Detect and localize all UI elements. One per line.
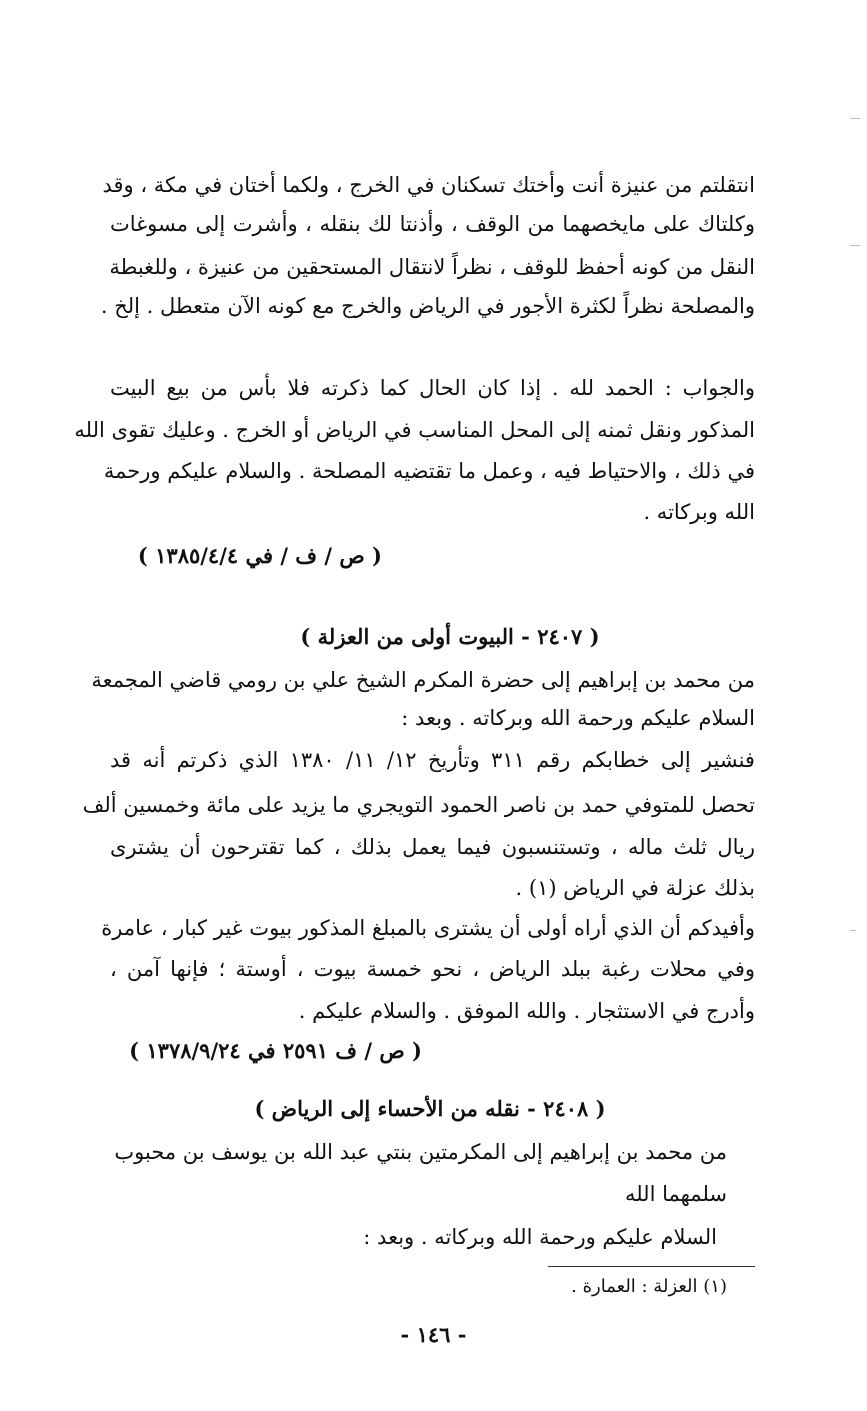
- text-line: في ذلك ، والاحتياط فيه ، وعمل ما تقتضيه المصلحة . والسلام عليكم ورحمة: [103, 459, 755, 483]
- scan-mark: [850, 118, 860, 119]
- text-line: السلام عليكم ورحمة الله وبركاته . وبعد :: [363, 1225, 717, 1249]
- text-line: تحصل للمتوفي حمد بن ناصر الحمود التويجري ما يزيد على مائة وخمسين ألف: [82, 793, 755, 817]
- text-line: سلمهما الله: [624, 1182, 727, 1206]
- text-line: والجواب : الحمد لله . إذا كان الحال كما ذكرته فلا بأس من بيع البيت: [110, 376, 755, 400]
- text-line: وأدرج في الاستثجار . والله الموفق . والسلام عليكم .: [298, 999, 755, 1023]
- text-line: وفي محلات رغبة ببلد الرياض ، نحو خمسة بيوت ، أوستة ؛ فإنها آمن ،: [110, 957, 755, 981]
- text-line: وكلتاك على مايخصهما من الوقف ، وأذنتا لك بنقله ، وأشرت إلى مسوغات: [110, 212, 755, 236]
- reference-note: ( ص / ف / في ١٣٨٥/٤/٤ ): [137, 543, 382, 568]
- reference-note: ( ص / ف ٢٥٩١ في ١٣٧٨/٩/٢٤ ): [129, 1038, 422, 1063]
- text-line: من محمد بن إبراهيم إلى حضرة المكرم الشيخ علي بن رومي قاضي المجمعة: [91, 668, 755, 692]
- text-line: من محمد بن إبراهيم إلى المكرمتين بنتي عبد الله بن يوسف بن محبوب: [114, 1140, 727, 1164]
- text-line: انتقلتم من عنيزة أنت وأختك تسكنان في الخرج ، ولكما أختان في مكة ، وقد: [102, 173, 755, 197]
- page-number: - ١٤٦ -: [400, 1322, 467, 1347]
- section-heading: ( ٢٤٠٧ - البيوت أولى من العزلة ): [300, 624, 600, 649]
- text-line: والمصلحة نظراً لكثرة الأجور في الرياض والخرج مع كونه الآن متعطل . إلخ .: [100, 294, 755, 318]
- text-line: المذكور ونقل ثمنه إلى المحل المناسب في الرياض أو الخرج . وعليك تقوى الله: [74, 418, 755, 442]
- footnote: (١) العزلة : العمارة .: [571, 1276, 727, 1297]
- text-line: السلام عليكم ورحمة الله وبركاته . وبعد :: [401, 706, 755, 730]
- section-heading: ( ٢٤٠٨ - نقله من الأحساء إلى الرياض ): [254, 1096, 606, 1121]
- text-line: فنشير إلى خطابكم رقم ٣١١ وتأريخ ١٢/ ١١/ ١٣٨٠ الذي ذكرتم أنه قد: [110, 748, 755, 772]
- text-line: النقل من كونه أحفظ للوقف ، نظراً لانتقال المستحقين من عنيزة ، وللغبطة: [109, 255, 755, 279]
- scan-mark: [850, 930, 856, 931]
- text-line: الله وبركاته .: [643, 500, 755, 524]
- footnote-rule: [548, 1266, 755, 1267]
- text-line: وأفيدكم أن الذي أراه أولى أن يشترى بالمبلغ المذكور بيوت غير كبار ، عامرة: [101, 916, 755, 940]
- text-line: ريال ثلث ماله ، وتستنسبون فيما يعمل بذلك ، كما تقترحون أن يشترى: [110, 835, 755, 859]
- text-line: بذلك عزلة في الرياض (١) .: [515, 876, 755, 900]
- scan-mark: [850, 245, 860, 246]
